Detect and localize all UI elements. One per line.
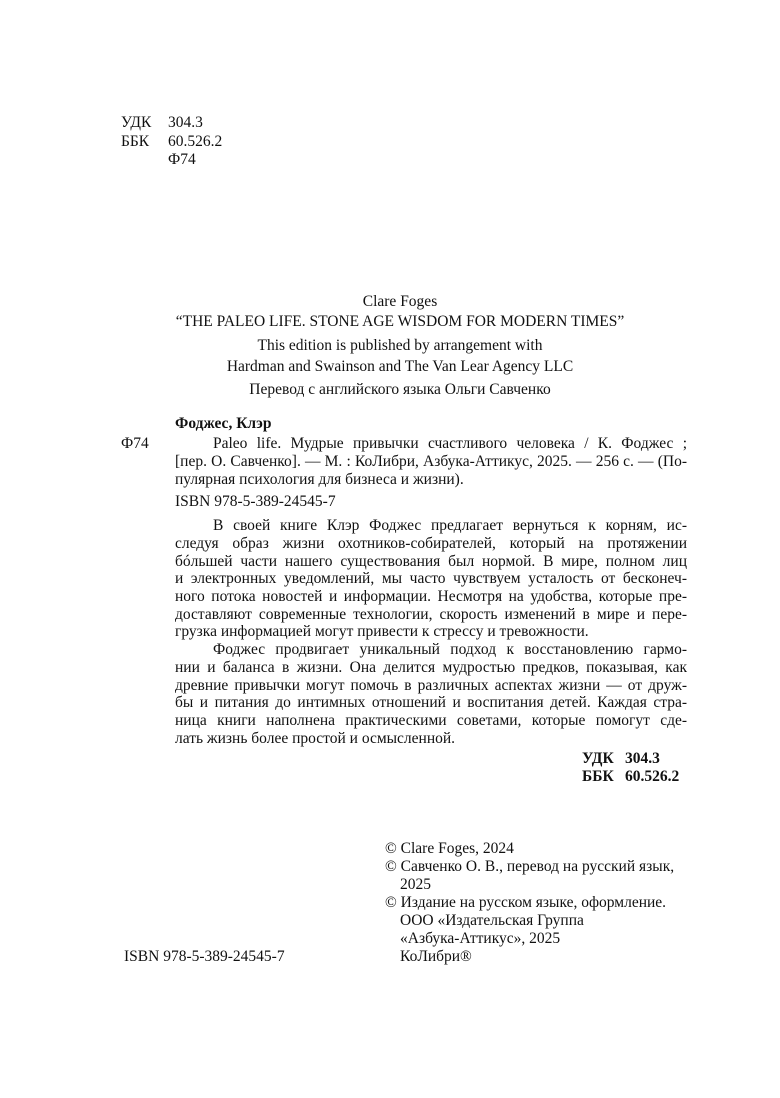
record-author-mark: Ф74 xyxy=(121,435,149,452)
author-mark: Ф74 xyxy=(168,151,196,168)
bbk-label: ББК xyxy=(121,133,150,150)
annotation-line: доставляют современные технологии, скорость изменений в мире и пере- xyxy=(175,606,687,623)
copyright-line: © Clare Foges, 2024 xyxy=(385,840,514,857)
bottom-bbk-value: 60.526.2 xyxy=(625,768,680,785)
footer-isbn: ISBN 978-5-389-24545-7 xyxy=(124,948,285,965)
original-author: Clare Foges xyxy=(362,293,438,310)
copyright-line: КоЛибри® xyxy=(400,948,472,965)
annotation-line: бы и питания до интимных отношений и воспитания детей. Каждая стра- xyxy=(175,694,687,711)
copyright-line: 2025 xyxy=(400,876,431,893)
annotation-line: Фоджес продвигает уникальный подход к восстановлению гармо- xyxy=(213,641,687,658)
original-title: “THE PALEO LIFE. STONE AGE WISDOM FOR MODERN TIMES” xyxy=(175,313,625,330)
copyright-line: ООО «Издательская Группа xyxy=(400,912,584,929)
annotation-line: лать жизнь более простой и осмысленной. xyxy=(175,730,456,747)
annotation-line: бóльшей части нашего существования был нормой. В мире, полном лиц xyxy=(175,553,687,570)
annotation-line: ница книги наполнена практическими советами, которые помогут сде- xyxy=(175,712,687,729)
annotation-line: грузка информацией могут привести к стрессу и тревожности. xyxy=(175,623,589,640)
bottom-udk-label: УДК xyxy=(582,750,614,767)
annotation-line: следуя образ жизни охотников-собирателей, который на протяжении xyxy=(175,535,687,552)
copyright-line: «Азбука-Аттикус», 2025 xyxy=(400,930,561,947)
bbk-value: 60.526.2 xyxy=(168,133,223,150)
translation-credit: Перевод с английского языка Ольги Савченко xyxy=(249,381,551,398)
bottom-bbk-label: ББК xyxy=(582,768,614,785)
record-line: пулярная психология для бизнеса и жизни). xyxy=(175,471,464,488)
arrangement-line-2: Hardman and Swainson and The Van Lear Agency LLC xyxy=(226,358,574,375)
record-line: Paleo life. Мудрые привычки счастливого человека / К. Фоджес ; xyxy=(213,435,687,452)
annotation-line: древние привычки могут помочь в различных аспектах жизни — от друж- xyxy=(175,677,687,694)
annotation-line: ного потока новостей и информации. Несмотря на удобства, которые пре- xyxy=(175,588,687,605)
arrangement-line-1: This edition is published by arrangement with xyxy=(257,337,543,354)
copyright-line: © Савченко О. В., перевод на русский язык, xyxy=(385,858,675,875)
record-heading: Фоджес, Клэр xyxy=(175,415,272,432)
udk-value: 304.3 xyxy=(168,114,203,131)
record-isbn: ISBN 978-5-389-24545-7 xyxy=(175,493,336,510)
copyright-line: © Издание на русском языке, оформление. xyxy=(385,894,667,911)
bottom-udk-value: 304.3 xyxy=(625,750,660,767)
udk-label: УДК xyxy=(121,114,152,131)
annotation-line: и электронных уведомлений, мы часто чувствуем усталость от бесконеч- xyxy=(175,570,687,587)
annotation-line: В своей книге Клэр Фоджес предлагает вернуться к корням, ис- xyxy=(213,517,687,534)
record-line: [пер. О. Савченко]. — М. : КоЛибри, Азбука-Аттикус, 2025. — 256 с. — (По- xyxy=(175,453,687,470)
annotation-line: нии и баланса в жизни. Она делится мудростью предков, показывая, как xyxy=(175,659,687,676)
